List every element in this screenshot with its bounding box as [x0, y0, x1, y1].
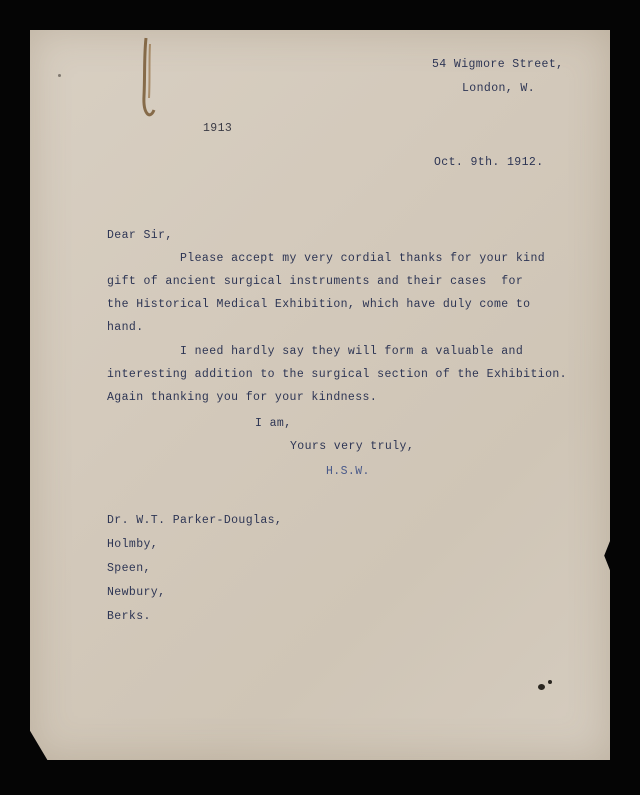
body-line: Again thanking you for your kindness.	[107, 391, 378, 404]
body-line: gift of ancient surgical instruments and their cases for	[107, 275, 524, 288]
staple-rust-mark	[136, 36, 158, 122]
body-line: the Historical Medical Exhibition, which have duly come to	[107, 298, 531, 311]
letter-date: Oct. 9th. 1912.	[434, 156, 544, 169]
year-annotation: 1913	[203, 122, 233, 135]
recipient-line: Berks.	[107, 610, 151, 623]
closing-yours: Yours very truly,	[290, 440, 415, 453]
body-line: I need hardly say they will form a valuable and	[180, 345, 524, 358]
recipient-line: Dr. W.T. Parker-Douglas,	[107, 514, 283, 527]
sender-address-city: London, W.	[462, 82, 536, 95]
recipient-line: Speen,	[107, 562, 151, 575]
recipient-line: Holmby,	[107, 538, 159, 551]
body-line: interesting addition to the surgical section of the Exhibition.	[107, 368, 567, 381]
paper-speck	[58, 74, 61, 77]
sender-address-street: 54 Wigmore Street,	[432, 58, 564, 71]
body-line: Please accept my very cordial thanks for your kind	[180, 252, 546, 265]
signature-initials: H.S.W.	[326, 465, 370, 478]
ink-spot	[538, 684, 545, 690]
salutation: Dear Sir,	[107, 229, 173, 242]
ink-spot	[548, 680, 552, 684]
body-line: hand.	[107, 321, 144, 334]
recipient-line: Newbury,	[107, 586, 166, 599]
closing-i-am: I am,	[255, 417, 292, 430]
